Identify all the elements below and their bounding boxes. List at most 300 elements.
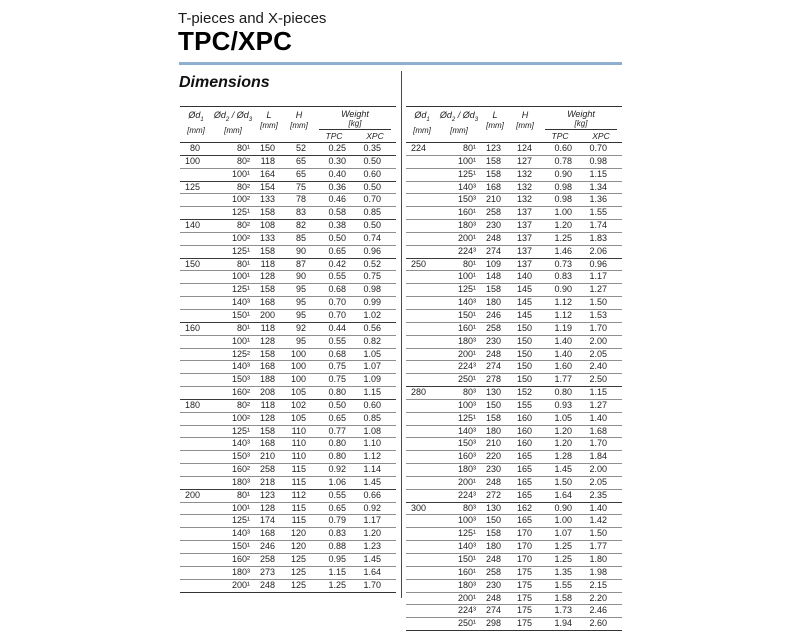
cell-h: 112 xyxy=(291,489,306,500)
cell-d1 xyxy=(180,541,212,553)
cell-d2: 150³ xyxy=(457,438,476,449)
cell-d1 xyxy=(406,618,438,630)
cell-h: 150 xyxy=(516,374,532,385)
cell-h: 150 xyxy=(516,322,532,333)
cell-d1 xyxy=(406,477,438,489)
cell-h: 65 xyxy=(295,168,306,179)
cell-h: 175 xyxy=(516,566,532,577)
cell-d2: 125² xyxy=(231,348,250,359)
table-row xyxy=(406,592,622,605)
table-row xyxy=(180,476,396,489)
cell-d1 xyxy=(406,349,438,361)
cell-h: 52 xyxy=(295,143,306,153)
cell-tpc: 1.19 xyxy=(554,322,572,333)
cell-h: 137 xyxy=(516,258,532,269)
cell-xpc: 2.35 xyxy=(589,489,607,500)
cell-d1 xyxy=(406,246,438,258)
cell-xpc: 1.23 xyxy=(363,541,381,552)
cell-l: 200 xyxy=(259,309,275,320)
table-row xyxy=(406,143,622,155)
cell-d2: 140³ xyxy=(231,361,250,372)
cell-tpc: 0.92 xyxy=(328,464,346,475)
cell-xpc: 2.05 xyxy=(589,348,607,359)
cell-l: 258 xyxy=(259,554,275,564)
cell-d1 xyxy=(180,554,212,566)
cell-d1 xyxy=(406,271,438,283)
cell-l: 130 xyxy=(485,387,501,398)
cell-d1 xyxy=(406,323,438,335)
cell-tpc: 1.20 xyxy=(554,220,572,231)
cell-xpc: 1.07 xyxy=(363,361,381,372)
cell-h: 115 xyxy=(291,515,306,526)
table-row xyxy=(180,181,396,194)
table-row xyxy=(406,514,622,527)
cell-l: 128 xyxy=(259,502,275,513)
cell-d1 xyxy=(406,554,438,566)
cell-tpc: 0.98 xyxy=(554,194,572,205)
cell-l: 128 xyxy=(259,335,275,346)
cell-xpc: 1.45 xyxy=(363,476,381,487)
table-row xyxy=(180,155,396,168)
cell-d2: 80³ xyxy=(462,502,476,513)
cell-tpc: 0.25 xyxy=(328,143,346,153)
table-row xyxy=(406,193,622,206)
cell-d2: 160³ xyxy=(457,451,476,462)
cell-tpc: 0.50 xyxy=(328,399,346,410)
cell-h: 124 xyxy=(516,143,532,153)
cell-d2: 150³ xyxy=(457,194,476,205)
cell-tpc: 0.90 xyxy=(554,168,572,179)
col-header-l: L [mm] xyxy=(486,110,504,130)
cell-d1 xyxy=(406,194,438,206)
cell-tpc: 1.20 xyxy=(554,438,572,449)
cell-xpc: 1.40 xyxy=(589,502,607,513)
cell-l: 148 xyxy=(485,271,501,282)
cell-h: 152 xyxy=(516,387,532,398)
cell-xpc: 1.45 xyxy=(363,554,381,564)
cell-xpc: 0.74 xyxy=(363,232,381,243)
table-row xyxy=(180,540,396,553)
table-row xyxy=(406,450,622,463)
cell-tpc: 1.05 xyxy=(554,412,572,423)
cell-d2: 80¹ xyxy=(236,322,250,333)
cell-d1 xyxy=(406,580,438,592)
cell-tpc: 0.90 xyxy=(554,502,572,513)
cell-d1 xyxy=(180,207,212,219)
table-row xyxy=(180,232,396,245)
cell-h: 170 xyxy=(516,541,532,552)
cell-d2: 80³ xyxy=(462,387,476,398)
cell-tpc: 0.83 xyxy=(328,528,346,539)
cell-d2: 180³ xyxy=(457,335,476,346)
cell-h: 110 xyxy=(291,425,306,436)
cell-h: 115 xyxy=(291,476,306,487)
cell-xpc: 1.53 xyxy=(589,309,607,320)
cell-d1 xyxy=(180,310,212,322)
table-row xyxy=(406,296,622,309)
cell-d2: 160² xyxy=(231,464,250,475)
cell-h: 78 xyxy=(295,194,306,205)
cell-h: 95 xyxy=(295,335,306,346)
cell-d1 xyxy=(406,528,438,540)
cell-d1 xyxy=(406,156,438,168)
cell-xpc: 0.75 xyxy=(363,271,381,282)
cell-d1 xyxy=(406,207,438,219)
table-row xyxy=(180,245,396,258)
cell-tpc: 0.65 xyxy=(328,412,346,423)
cell-l: 298 xyxy=(485,618,501,629)
cell-d2: 100³ xyxy=(457,399,476,410)
cell-h: 110 xyxy=(291,438,306,449)
cell-l: 210 xyxy=(485,194,501,205)
table-row xyxy=(180,463,396,476)
cell-d1: 300 xyxy=(410,502,426,513)
cell-tpc: 0.42 xyxy=(328,258,346,269)
cell-d2: 224³ xyxy=(457,489,476,500)
cell-l: 128 xyxy=(259,271,275,282)
cell-d2: 125¹ xyxy=(231,515,250,526)
cell-d2: 250¹ xyxy=(457,374,476,385)
cell-l: 188 xyxy=(259,374,275,385)
cell-d2: 200¹ xyxy=(457,476,476,487)
cell-l: 123 xyxy=(259,489,275,500)
cell-d1 xyxy=(180,528,212,540)
table-row xyxy=(406,219,622,232)
cell-l: 272 xyxy=(485,489,501,500)
cell-d1 xyxy=(406,336,438,348)
cell-tpc: 0.70 xyxy=(328,309,346,320)
table-row xyxy=(406,181,622,194)
cell-xpc: 1.98 xyxy=(589,566,607,577)
cell-xpc: 1.74 xyxy=(589,220,607,231)
cell-tpc: 0.90 xyxy=(554,284,572,295)
cell-h: 150 xyxy=(516,361,532,372)
cell-tpc: 1.12 xyxy=(554,297,572,308)
cell-h: 92 xyxy=(295,322,306,333)
table-row xyxy=(180,412,396,425)
cell-l: 118 xyxy=(260,155,275,166)
cell-h: 175 xyxy=(516,605,532,616)
cell-xpc: 1.70 xyxy=(589,322,607,333)
cell-l: 150 xyxy=(485,515,501,526)
cell-xpc: 0.85 xyxy=(363,207,381,218)
cell-xpc: 1.10 xyxy=(363,438,381,449)
cell-h: 137 xyxy=(516,232,532,243)
cell-l: 130 xyxy=(485,502,501,513)
cell-d1 xyxy=(180,580,212,592)
cell-d1 xyxy=(406,400,438,412)
cell-h: 162 xyxy=(516,502,532,513)
cell-xpc: 1.50 xyxy=(589,528,607,539)
cell-d2: 224³ xyxy=(457,605,476,616)
cell-tpc: 1.06 xyxy=(328,476,346,487)
cell-d2: 180³ xyxy=(457,579,476,590)
cell-l: 168 xyxy=(259,297,275,308)
cell-l: 274 xyxy=(485,361,501,372)
cell-h: 95 xyxy=(295,297,306,308)
cell-tpc: 0.55 xyxy=(328,271,346,282)
cell-d1 xyxy=(180,297,212,309)
dimensions-table-right xyxy=(406,106,622,631)
cell-xpc: 0.66 xyxy=(363,489,381,500)
cell-l: 133 xyxy=(259,232,275,243)
cell-h: 100 xyxy=(290,348,306,359)
cell-xpc: 1.83 xyxy=(589,232,607,243)
cell-l: 258 xyxy=(485,322,501,333)
cell-l: 158 xyxy=(485,284,501,295)
cell-d1 xyxy=(406,593,438,605)
cell-h: 140 xyxy=(516,271,532,282)
cell-xpc: 1.14 xyxy=(363,464,381,475)
cell-h: 160 xyxy=(516,412,532,423)
cell-d2: 200¹ xyxy=(231,579,250,590)
cell-d2: 80² xyxy=(236,181,250,192)
cell-l: 230 xyxy=(485,220,501,231)
table-body xyxy=(180,143,396,593)
table-row xyxy=(406,579,622,592)
cell-xpc: 1.08 xyxy=(363,425,381,436)
cell-xpc: 0.70 xyxy=(363,194,381,205)
table-row xyxy=(180,437,396,450)
cell-l: 218 xyxy=(259,476,275,487)
cell-d1 xyxy=(180,387,212,399)
cell-h: 105 xyxy=(290,412,306,423)
table-row xyxy=(406,476,622,489)
cell-h: 115 xyxy=(291,502,306,513)
column-divider xyxy=(401,71,402,598)
cell-tpc: 0.80 xyxy=(328,387,346,398)
cell-tpc: 1.07 xyxy=(554,528,572,539)
cell-tpc: 0.44 xyxy=(328,322,346,333)
cell-xpc: 0.50 xyxy=(363,220,381,231)
table-row xyxy=(180,309,396,322)
cell-d2: 160² xyxy=(231,387,250,398)
cell-h: 145 xyxy=(516,297,532,308)
cell-tpc: 0.98 xyxy=(554,181,572,192)
cell-h: 155 xyxy=(516,399,532,410)
cell-tpc: 0.65 xyxy=(328,245,346,256)
cell-d2: 150³ xyxy=(231,451,250,462)
cell-d1 xyxy=(406,464,438,476)
cell-xpc: 1.02 xyxy=(363,309,381,320)
cell-d1 xyxy=(406,182,438,194)
table-row xyxy=(406,553,622,566)
cell-h: 125 xyxy=(290,579,306,590)
table-row xyxy=(180,193,396,206)
table-header xyxy=(406,106,622,143)
cell-h: 127 xyxy=(516,155,532,166)
cell-d2: 100¹ xyxy=(231,335,250,346)
cell-h: 120 xyxy=(290,541,306,552)
cell-d2: 125¹ xyxy=(457,284,476,295)
cell-d2: 80¹ xyxy=(236,489,250,500)
cell-xpc: 1.09 xyxy=(363,374,381,385)
cell-xpc: 1.70 xyxy=(589,438,607,449)
cell-d2: 224³ xyxy=(457,245,476,256)
col-header-l: L [mm] xyxy=(260,110,278,130)
cell-h: 170 xyxy=(516,554,532,564)
cell-h: 137 xyxy=(516,207,532,218)
cell-d2: 80¹ xyxy=(462,258,476,269)
cell-l: 168 xyxy=(485,181,501,192)
cell-d1 xyxy=(406,438,438,450)
cell-tpc: 0.70 xyxy=(328,297,346,308)
cell-l: 154 xyxy=(259,181,275,192)
cell-h: 165 xyxy=(516,476,532,487)
cell-tpc: 0.65 xyxy=(328,502,346,513)
cell-h: 83 xyxy=(295,207,306,218)
table-row xyxy=(406,617,622,630)
cell-d1 xyxy=(406,220,438,232)
cell-l: 274 xyxy=(485,605,501,616)
cell-d1: 250 xyxy=(410,258,426,269)
table-row xyxy=(180,489,396,502)
cell-h: 132 xyxy=(516,194,532,205)
cell-d2: 125¹ xyxy=(231,245,250,256)
cell-d2: 80² xyxy=(236,399,250,410)
dimensions-table-left xyxy=(180,106,396,593)
cell-l: 248 xyxy=(485,232,501,243)
cell-d2: 125¹ xyxy=(457,528,476,539)
cell-l: 109 xyxy=(485,258,501,269)
cell-tpc: 0.80 xyxy=(554,387,572,398)
cell-d2: 140³ xyxy=(457,181,476,192)
table-row xyxy=(406,155,622,168)
table-row xyxy=(406,309,622,322)
cell-xpc: 0.56 xyxy=(363,322,381,333)
table-row xyxy=(406,360,622,373)
cell-xpc: 2.05 xyxy=(589,476,607,487)
cell-xpc: 2.46 xyxy=(589,605,607,616)
cell-xpc: 1.40 xyxy=(589,412,607,423)
cell-d1 xyxy=(180,271,212,283)
cell-d1: 160 xyxy=(184,322,200,333)
cell-d2: 200¹ xyxy=(457,592,476,603)
cell-d1: 280 xyxy=(410,387,426,398)
table-header xyxy=(180,106,396,143)
col-header-d2-d3: $Ød_2$ / $Ød_3$ [mm] xyxy=(213,110,253,135)
cell-d2: 80² xyxy=(236,220,250,231)
cell-d1 xyxy=(406,541,438,553)
cell-d1 xyxy=(406,426,438,438)
table-row xyxy=(406,335,622,348)
col-header-h: H [mm] xyxy=(516,110,534,130)
col-header-xpc: XPC xyxy=(592,131,610,141)
cell-h: 95 xyxy=(295,284,306,295)
cell-h: 102 xyxy=(290,399,306,410)
cell-l: 158 xyxy=(259,348,275,359)
cell-xpc: 0.99 xyxy=(363,297,381,308)
cell-tpc: 0.83 xyxy=(554,271,572,282)
cell-tpc: 0.75 xyxy=(328,361,346,372)
table-row xyxy=(180,579,396,592)
cell-h: 100 xyxy=(290,374,306,385)
cell-d2: 150¹ xyxy=(231,309,250,320)
table-row xyxy=(180,206,396,219)
cell-d1 xyxy=(406,169,438,181)
cell-d2: 160² xyxy=(231,554,250,564)
table-row xyxy=(180,514,396,527)
cell-h: 137 xyxy=(516,220,532,231)
cell-tpc: 0.77 xyxy=(328,425,346,436)
cell-l: 158 xyxy=(259,207,275,218)
col-header-xpc: XPC xyxy=(366,131,384,141)
table-row xyxy=(406,206,622,219)
cell-l: 158 xyxy=(485,155,501,166)
cell-l: 118 xyxy=(260,258,275,269)
cell-d2: 160¹ xyxy=(457,207,476,218)
cell-d2: 180³ xyxy=(231,476,250,487)
table-row xyxy=(406,489,622,502)
table-row xyxy=(406,437,622,450)
table-row xyxy=(406,540,622,553)
table-row xyxy=(180,360,396,373)
cell-d1: 180 xyxy=(184,399,200,410)
cell-d1 xyxy=(180,169,212,181)
table-row xyxy=(180,566,396,579)
table-row xyxy=(406,245,622,258)
cell-xpc: 2.50 xyxy=(589,374,607,385)
cell-l: 258 xyxy=(259,464,275,475)
cell-h: 110 xyxy=(291,451,306,462)
cell-d1 xyxy=(406,490,438,502)
cell-tpc: 1.64 xyxy=(554,489,572,500)
cell-d2: 100¹ xyxy=(457,271,476,282)
cell-xpc: 1.15 xyxy=(363,387,381,398)
cell-xpc: 1.05 xyxy=(363,348,381,359)
cell-d1 xyxy=(180,361,212,373)
cell-l: 174 xyxy=(259,515,275,526)
cell-tpc: 1.00 xyxy=(554,515,572,526)
cell-d2: 160¹ xyxy=(457,322,476,333)
cell-l: 230 xyxy=(485,335,501,346)
cell-d2: 140³ xyxy=(231,438,250,449)
cell-h: 160 xyxy=(516,425,532,436)
cell-h: 132 xyxy=(516,168,532,179)
cell-l: 210 xyxy=(485,438,501,449)
cell-l: 168 xyxy=(259,361,275,372)
cell-xpc: 1.50 xyxy=(589,297,607,308)
cell-xpc: 0.52 xyxy=(363,258,381,269)
cell-tpc: 1.25 xyxy=(554,554,572,564)
page-subtitle: T-pieces and X-pieces xyxy=(178,10,327,27)
cell-tpc: 1.50 xyxy=(554,476,572,487)
cell-d2: 180³ xyxy=(231,566,250,577)
table-row xyxy=(406,604,622,617)
table-row xyxy=(180,168,396,181)
cell-tpc: 1.25 xyxy=(328,579,346,590)
cell-h: 125 xyxy=(290,554,306,564)
cell-d2: 100² xyxy=(231,412,250,423)
cell-tpc: 0.40 xyxy=(328,168,346,179)
cell-l: 133 xyxy=(259,194,275,205)
cell-l: 230 xyxy=(485,579,501,590)
cell-xpc: 0.92 xyxy=(363,502,381,513)
cell-tpc: 0.68 xyxy=(328,348,346,359)
cell-d1 xyxy=(406,413,438,425)
cell-tpc: 1.25 xyxy=(554,232,572,243)
cell-l: 128 xyxy=(259,412,275,423)
table-row xyxy=(406,463,622,476)
cell-h: 150 xyxy=(516,348,532,359)
cell-tpc: 0.80 xyxy=(328,438,346,449)
cell-l: 246 xyxy=(259,541,275,552)
cell-d1 xyxy=(406,567,438,579)
cell-l: 123 xyxy=(485,143,501,153)
cell-tpc: 1.45 xyxy=(554,464,572,475)
cell-d2: 80² xyxy=(236,155,250,166)
cell-xpc: 1.68 xyxy=(589,425,607,436)
